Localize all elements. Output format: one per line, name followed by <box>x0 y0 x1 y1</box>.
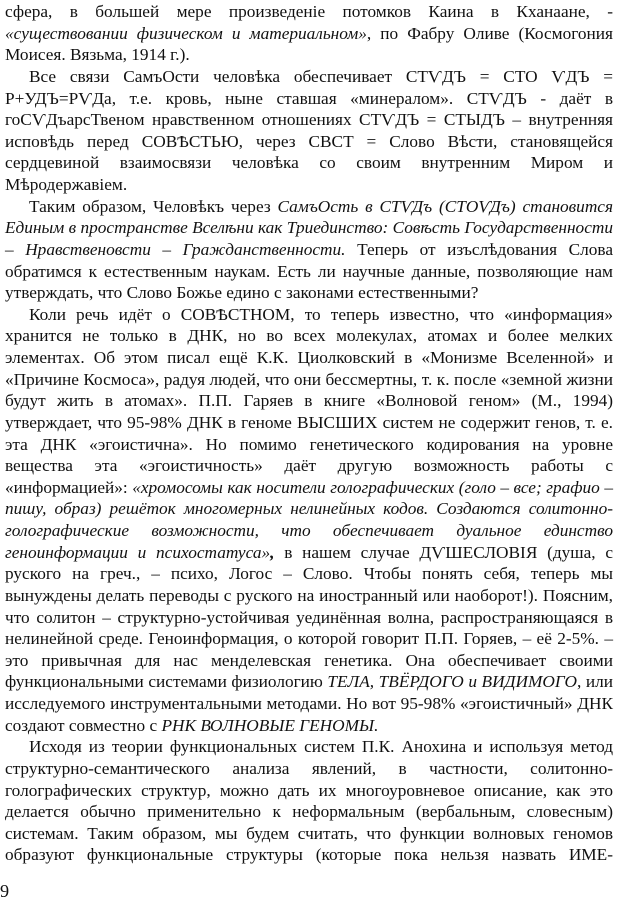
paragraph-4 <box>5 304 613 737</box>
text-run: в нашем случае ДѴШЕСЛОВІЯ (душа, с руского на греч., – психо, Логос – Слово. Чтобы понять себя, теперь мы вынуждены делать переводы с руского на иностранный или наоборот!). Поясним, что солитон – структурно-устойчивая уединённая волна, распространяющаяся в нелинейной среде. Геноинформация, о которой говорит П.П. Горяев, – её 2-5%. – это привычная для нас менделевская генетика. Она обеспечивает своими функциональными системами физиологию <box>5 542 614 692</box>
text-run: сфера, в большей мере произведеніе потомков Каина в Кханаане, - <box>5 2 613 21</box>
paragraph-3 <box>5 196 613 304</box>
text-run: , или исследуемого инструментальными методами. Но вот 95-98% «эгоистичный» ДНК создают совместно с <box>5 672 613 735</box>
paragraph-1 <box>5 1 613 66</box>
text-run-italic: СамъОсть в СТѴДъ (СТОѴДъ) становится Единым в пространстве Вселѣни как Триединство: Совѣсть Государственности – Нравственовсти – Гражданственности. <box>5 196 613 259</box>
text-run: Теперь от изъслѣдования Слова обратимся к естественным наукам. Есть ли научные данные, позволяющие нам утверждать, что Слово Божье едино с законами естественными? <box>5 239 613 303</box>
text-run-bold-italic: , <box>270 542 275 562</box>
text-run: Коли речь идёт о СОВѢСТНОМ, то теперь известно, что «информация» хранится не только в ДНК, но во всех молекулах, атомах и более мелких элементах. Об этом писал ещё К.К. Циолковский в «Монизме Вселенной» и «Причине Космоса», радуя людей, что они бессмертны, т. к. после «земной жизни будут жить в атомах». П.П. Гаряев в книге «Волновой геном» (М., 1994) утверждает, что 95-98% ДНК в геноме ВЫСШИХ систем не содержит генов, т. е. эта ДНК «эгоистична». Но помимо генетического кодирования на уровне вещества эта «эгоистичность» даёт другую возможность работы с «информацией»: <box>5 304 613 497</box>
page-number: 9 <box>0 881 10 901</box>
text-run: , по Фабру Оливе (Космогония Моисея. Вязьма, 1914 г.). <box>5 23 613 65</box>
text-run-italic: «хромосомы как носители голографических (голо – все; графио – пишу, образ) решёток многомерных нелинейных кодов. Создаются солитонно-голографические возможности, что обеспечивает дуальное единство геноинформации и психостатуса» <box>5 477 613 562</box>
text-run-italic: ТЕЛА, ТВЁРДОГО и ВИДИМОГО <box>327 672 577 692</box>
text-run: Все связи СамъОсти человѣка обеспечивает СТѴДЪ = СТО ѴДЪ = Р+УДЪ=РѴДа, т.е. кровь, ныне ставшая «минералом». СТѴДЪ - даёт в гоСѴДъарсТвеном нравственном отношениях СТѴДЪ = СТЫДЪ – внутренняя исповѣдь перед СОВѢСТЬЮ, через СВСТ = Слово Вѣсти, становящейся сердцевиной взаимосвязи человѣка со своим внутренним Миром и Мѣродержавіем. <box>5 66 613 194</box>
text-run-italic: РНК ВОЛНОВЫЕ ГЕНОМЫ. <box>161 715 379 735</box>
text-run: Таким образом, Человѣкъ через <box>29 196 278 216</box>
paragraph-2 <box>5 66 613 196</box>
text-run-italic: «существовании физическом и материальном» <box>5 23 367 43</box>
page-body-text <box>5 1 613 866</box>
paragraph-5 <box>5 736 613 866</box>
text-run: Исходя из теории функциональных систем П.К. Анохина и используя метод структурно-семантического анализа явлений, в частности, солитонно-голографических структур, можно дать их многоуровневое описание, как это делается обычно применительно к неформальным (вербальным, словесным) системам. Таким образом, мы будем считать, что функции волновых геномов образуют функциональные структуры (которые пока нельзя назвать ИМЕ- <box>5 737 613 865</box>
